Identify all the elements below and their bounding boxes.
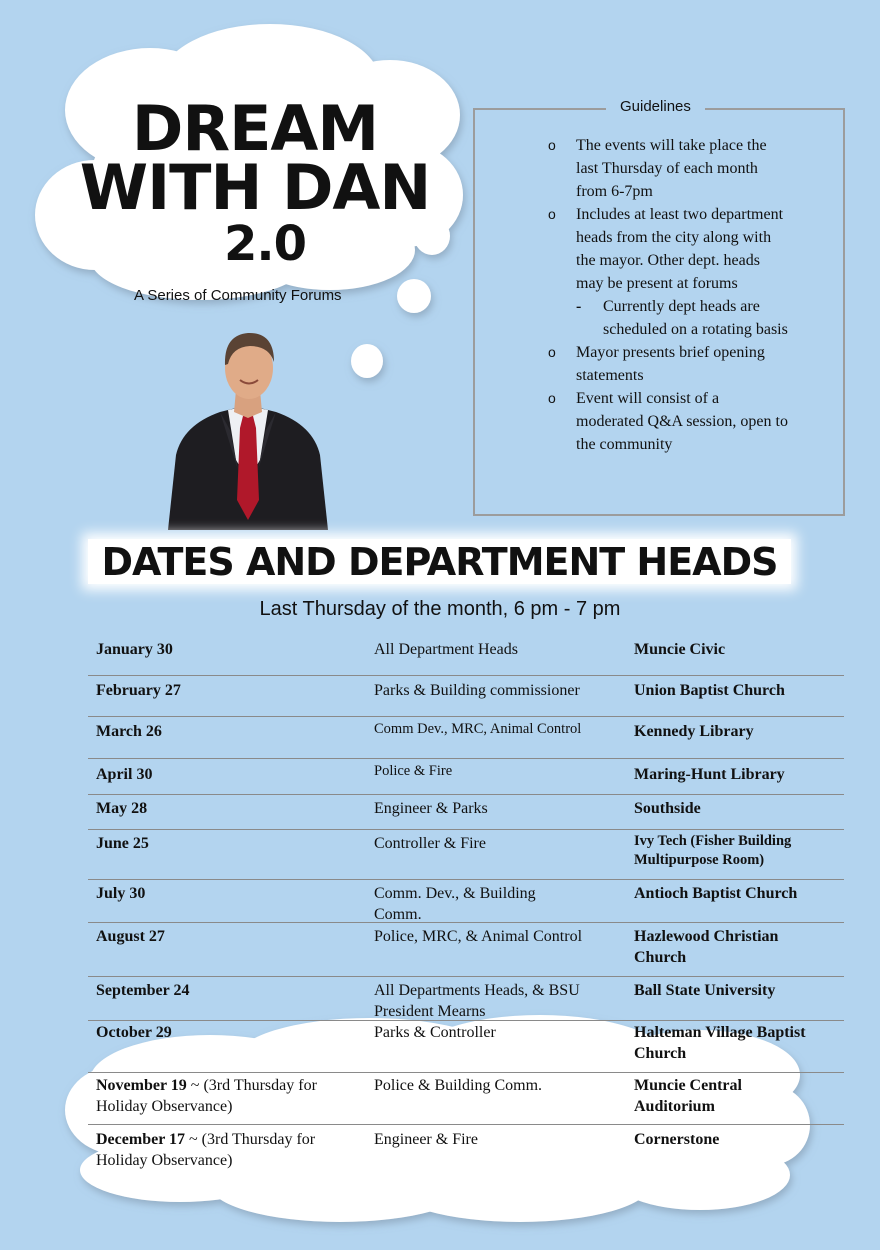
table-row <box>88 880 844 923</box>
row-date: March 26 <box>96 723 162 740</box>
row-date: January 30 <box>96 641 173 658</box>
title-line-2: WITH DAN <box>79 150 431 224</box>
row-location: Cornerstone <box>634 1131 720 1148</box>
row-location: Muncie Central Auditorium <box>634 1077 742 1115</box>
schedule-heading: DATES AND DEPARTMENT HEADS <box>88 539 791 584</box>
circle-bullet-icon: o <box>548 390 556 406</box>
row-location: Kennedy Library <box>634 723 754 740</box>
guidelines-title: Guidelines <box>606 98 705 115</box>
table-row <box>88 1021 844 1073</box>
circle-bullet-icon: o <box>548 137 556 153</box>
table-row <box>88 632 844 676</box>
row-date: February 27 <box>96 682 181 699</box>
row-heads: Engineer & Fire <box>374 1131 478 1148</box>
title-line-3: 2.0 <box>223 215 307 272</box>
guideline-item: o Includes at least two department heads from the city along with the mayor. Other dept. heads may be present at forums - Currently dept heads are scheduled on a rotating basis <box>548 203 788 341</box>
row-location: Union Baptist Church <box>634 682 785 699</box>
table-row <box>88 795 844 830</box>
schedule-time-note: Last Thursday of the month, 6 pm - 7 pm <box>259 598 621 620</box>
row-location: Ivy Tech (Fisher Building Multipurpose Room) <box>634 833 792 868</box>
row-date: July 30 <box>96 885 146 902</box>
title-line-1: DREAM <box>131 92 379 165</box>
row-date-note: ~ (3rd Thursday for Holiday Observance) <box>96 1077 317 1115</box>
row-heads: Controller & Fire <box>374 835 486 852</box>
circle-bullet-icon: o <box>548 344 556 360</box>
table-row <box>88 676 844 717</box>
row-date: August 27 <box>96 928 165 945</box>
row-heads: All Department Heads <box>374 641 518 658</box>
row-date: October 29 <box>96 1024 172 1041</box>
row-heads: Police & Building Comm. <box>374 1077 543 1094</box>
row-date: November 19 <box>96 1077 187 1094</box>
row-heads: Police, MRC, & Animal Control <box>374 928 583 945</box>
row-date-note: ~ (3rd Thursday for Holiday Observance) <box>96 1131 316 1169</box>
table-row <box>88 977 844 1021</box>
row-date: December 17 <box>96 1131 185 1148</box>
row-heads: Engineer & Parks <box>374 800 488 817</box>
mayor-portrait <box>168 320 328 530</box>
guideline-item: o Mayor presents brief opening statements <box>548 341 788 387</box>
table-row <box>88 830 844 880</box>
row-heads: Police & Fire <box>374 763 453 779</box>
dash-bullet-icon: - <box>576 298 582 315</box>
row-location: Hazlewood Christian Church <box>634 928 779 966</box>
table-row <box>88 717 844 759</box>
schedule-table <box>88 632 844 1173</box>
row-date: June 25 <box>96 835 149 852</box>
event-title <box>60 92 450 272</box>
row-heads: Parks & Building commissioner <box>374 682 580 699</box>
guideline-subitem: - Currently dept heads are scheduled on a rotating basis <box>548 295 788 341</box>
row-date: April 30 <box>96 766 153 783</box>
row-location: Antioch Baptist Church <box>634 885 798 902</box>
table-row <box>88 923 844 977</box>
row-date: May 28 <box>96 800 148 817</box>
table-row <box>88 759 844 795</box>
row-heads: All Departments Heads, & BSU President Mearns <box>374 982 580 1020</box>
row-location: Muncie Civic <box>634 641 726 658</box>
row-location: Southside <box>634 800 701 817</box>
row-location: Halteman Village Baptist Church <box>634 1024 806 1062</box>
guideline-sublist <box>576 295 788 341</box>
event-subtitle: A Series of Community Forums <box>134 287 342 304</box>
guideline-item: o The events will take place the last Thursday of each month from 6-7pm <box>548 134 788 203</box>
guideline-item: o Event will consist of a moderated Q&A session, open to the community <box>548 387 788 456</box>
row-heads: Comm Dev., MRC, Animal Control <box>374 721 582 737</box>
row-heads: Parks & Controller <box>374 1024 496 1041</box>
row-location: Maring-Hunt Library <box>634 766 785 783</box>
row-date: September 24 <box>96 982 190 999</box>
circle-bullet-icon: o <box>548 206 556 222</box>
row-heads: Comm. Dev., & Building Comm. <box>374 885 536 923</box>
row-location: Ball State University <box>634 982 776 999</box>
table-row <box>88 1073 844 1125</box>
guidelines-list <box>548 134 788 456</box>
table-row <box>88 1125 844 1173</box>
